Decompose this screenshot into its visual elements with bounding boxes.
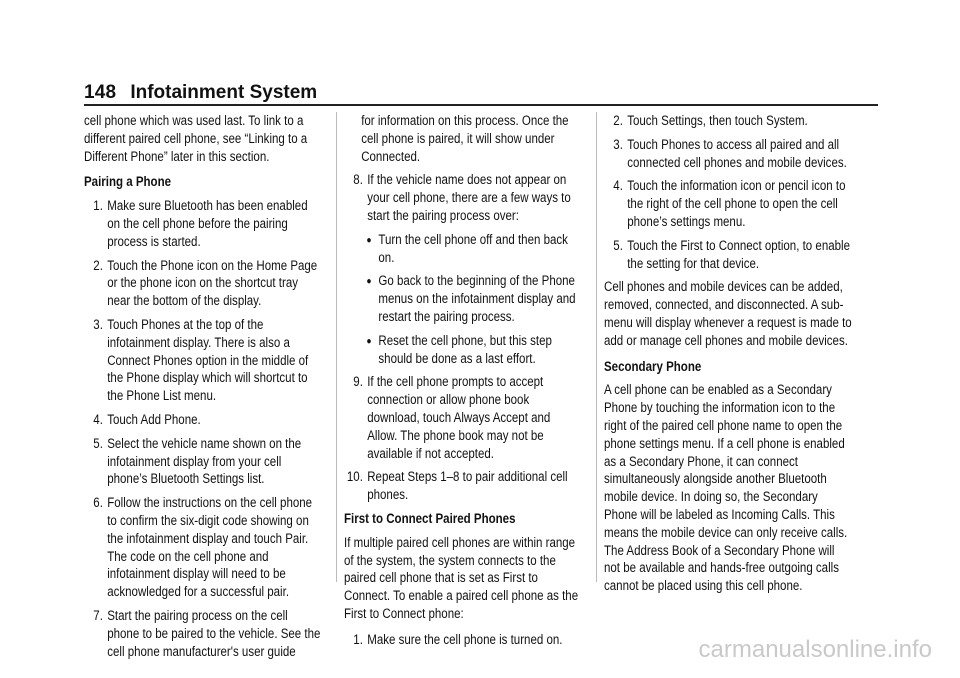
step-item [344,171,581,224]
step-text: Select the vehicle name shown on the infotainment display from your cell phone’s Bluetooth Settings list. [107,435,302,487]
step-text: Start the pairing process on the cell phone to be paired to the vehicle. See the cell phone manufacturer's user guide [107,607,321,659]
devices-paragraph: Cell phones and mobile devices can be added, removed, connected, and disconnected. A sub-menu will display whenever a request is made to add or manage cell phones and mobile devices. [604,279,852,348]
page-number: 148 [84,82,117,103]
step-item [604,177,853,230]
step-number: 1. [353,631,363,647]
step-item [84,494,321,601]
bullet-item [344,231,581,267]
step-text: Touch the information icon or pencil icon to the right of the cell phone to open the cell phone’s settings menu. [627,178,846,229]
bullet-text: Turn the cell phone off and then back on. [378,231,568,265]
bullet-icon: ● [366,335,372,347]
step-number: 10. [346,469,363,485]
step-number: 8. [353,172,363,188]
step-text: Repeat Steps 1–8 to pair additional cell phones. [367,469,568,503]
step-number: 5. [613,237,623,253]
step-item [604,112,853,130]
page-header [84,82,317,104]
step-text: Make sure the cell phone is turned on. [367,631,563,647]
step-text: Make sure Bluetooth has been enabled on the cell phone before the pairing process is started. [107,198,308,249]
bullet-item [344,272,581,325]
intro-paragraph: cell phone which was used last. To link to a different paired cell phone, see “Linking to a Different Phone” later in this section. [84,113,308,164]
bullet-icon: ● [366,276,372,288]
secondary-phone-paragraph: A cell phone can be enabled as a Secondary Phone by touching the information icon to the right of the paired cell phone name to open the phone settings menu. If a cell phone is enabled as a Secondary Phone, it can connect simultaneously alongside another Bluetooth mobile device. In doing so, the Secondary Phone will be labeled as Incoming Calls. This means the mobile device can only receive calls. The Address Book of a Secondary Phone will not be available and hands-free outgoing calls cannot be placed using this cell phone. [604,382,848,594]
step-item [604,237,853,273]
step-text: Touch Add Phone. [107,411,201,427]
bullet-icon: ● [366,234,372,246]
step-text: Touch Phones at the top of the infotainment display. There is also a Connect Phones option in the middle of the Phone display which will shortcut to the Phone List menu. [107,316,309,404]
step-number: 5. [93,435,103,451]
step-number: 6. [93,495,103,511]
step-item [604,136,853,172]
step-item [84,607,321,660]
step-number: 2. [613,113,623,128]
bullet-text: Reset the cell phone, but this step should be done as a last effort. [378,332,552,366]
step-number: 4. [613,178,623,194]
step-number: 2. [93,257,103,273]
step-item [84,435,321,488]
column-1 [84,112,321,666]
column-3 [604,112,853,603]
header-rule [84,104,878,106]
step-item [344,631,581,649]
step-number: 4. [93,411,103,427]
step-number: 7. [93,607,103,623]
step-item [344,468,581,504]
bullet-item [344,332,581,368]
step-number: 9. [353,374,363,390]
column-divider [336,112,337,582]
column-divider [596,112,597,582]
step-item [84,316,321,405]
step-text: Touch the Phone icon on the Home Page or the phone icon on the shortcut tray near the bottom of the display. [107,257,318,309]
step-item [84,257,321,310]
step-item [84,197,321,250]
step-text: Touch Settings, then touch System. [627,113,808,128]
first-to-connect-heading: First to Connect Paired Phones [344,510,516,526]
bullet-text: Go back to the beginning of the Phone menus on the infotainment display and restart the pairing process. [378,273,576,324]
step-text: Touch the First to Connect option, to enable the setting for that device. [627,237,851,271]
watermark: carmanualsonline.info [698,636,932,663]
column-2 [344,112,581,655]
step-item [84,411,321,429]
step-text: Touch Phones to access all paired and all connected cell phones and mobile devices. [627,136,847,170]
pairing-heading: Pairing a Phone [84,174,172,190]
step-number: 1. [93,198,103,214]
step-item [344,373,581,462]
first-to-connect-paragraph: If multiple paired cell phones are within range of the system, the system connects to the paired cell phone that is set as First to Connect. To enable a paired cell phone as the First to Connect phone: [344,534,579,621]
secondary-phone-heading: Secondary Phone [604,358,702,374]
step-text: If the cell phone prompts to accept connection or allow phone book download, touch Always Accept and Allow. The phone book may not be available if not accepted. [367,374,551,461]
step-text: Follow the instructions on the cell phone to confirm the six-digit code showing on the infotainment display and touch Pair. The code on the cell phone and infotainment display will need to be acknowledged for a successful pair. [107,495,313,600]
step-text: If the vehicle name does not appear on your cell phone, there are a few ways to start the pairing process over: [367,172,571,223]
step-number: 3. [93,316,103,332]
continued-text: for information on this process. Once the cell phone is paired, it will show under Connected. [361,113,569,164]
section-title: Infotainment System [130,82,318,103]
step-number: 3. [613,136,623,152]
